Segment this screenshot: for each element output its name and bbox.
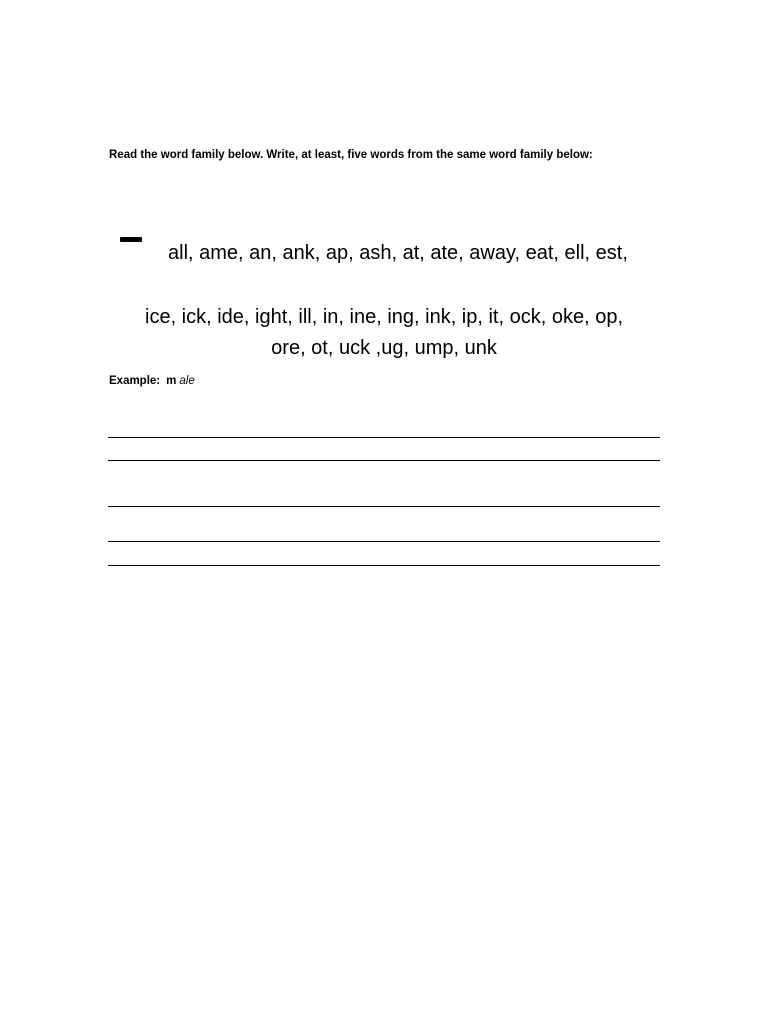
blank-dash-mark <box>120 237 142 242</box>
example-ending: ale <box>179 375 195 387</box>
example-letter: m <box>166 375 177 387</box>
example <box>109 375 195 387</box>
writing-line-3[interactable] <box>108 506 660 507</box>
writing-line-5[interactable] <box>108 565 660 566</box>
word-family-line-2: ice, ick, ide, ight, ill, in, ine, ing, ink, ip, it, ock, oke, op, <box>145 306 623 328</box>
word-family-block <box>109 302 659 364</box>
example-label: Example: <box>109 375 161 387</box>
word-family-line-3: ore, ot, uck ,ug, ump, unk <box>271 337 497 359</box>
instructions-text: Read the word family below. Write, at least, five words from the same word family below: <box>109 149 593 161</box>
writing-line-1[interactable] <box>108 437 660 438</box>
word-family-line-1: all, ame, an, ank, ap, ash, at, ate, away, eat, ell, est, <box>168 242 628 264</box>
writing-line-2[interactable] <box>108 460 660 461</box>
writing-line-4[interactable] <box>108 541 660 542</box>
